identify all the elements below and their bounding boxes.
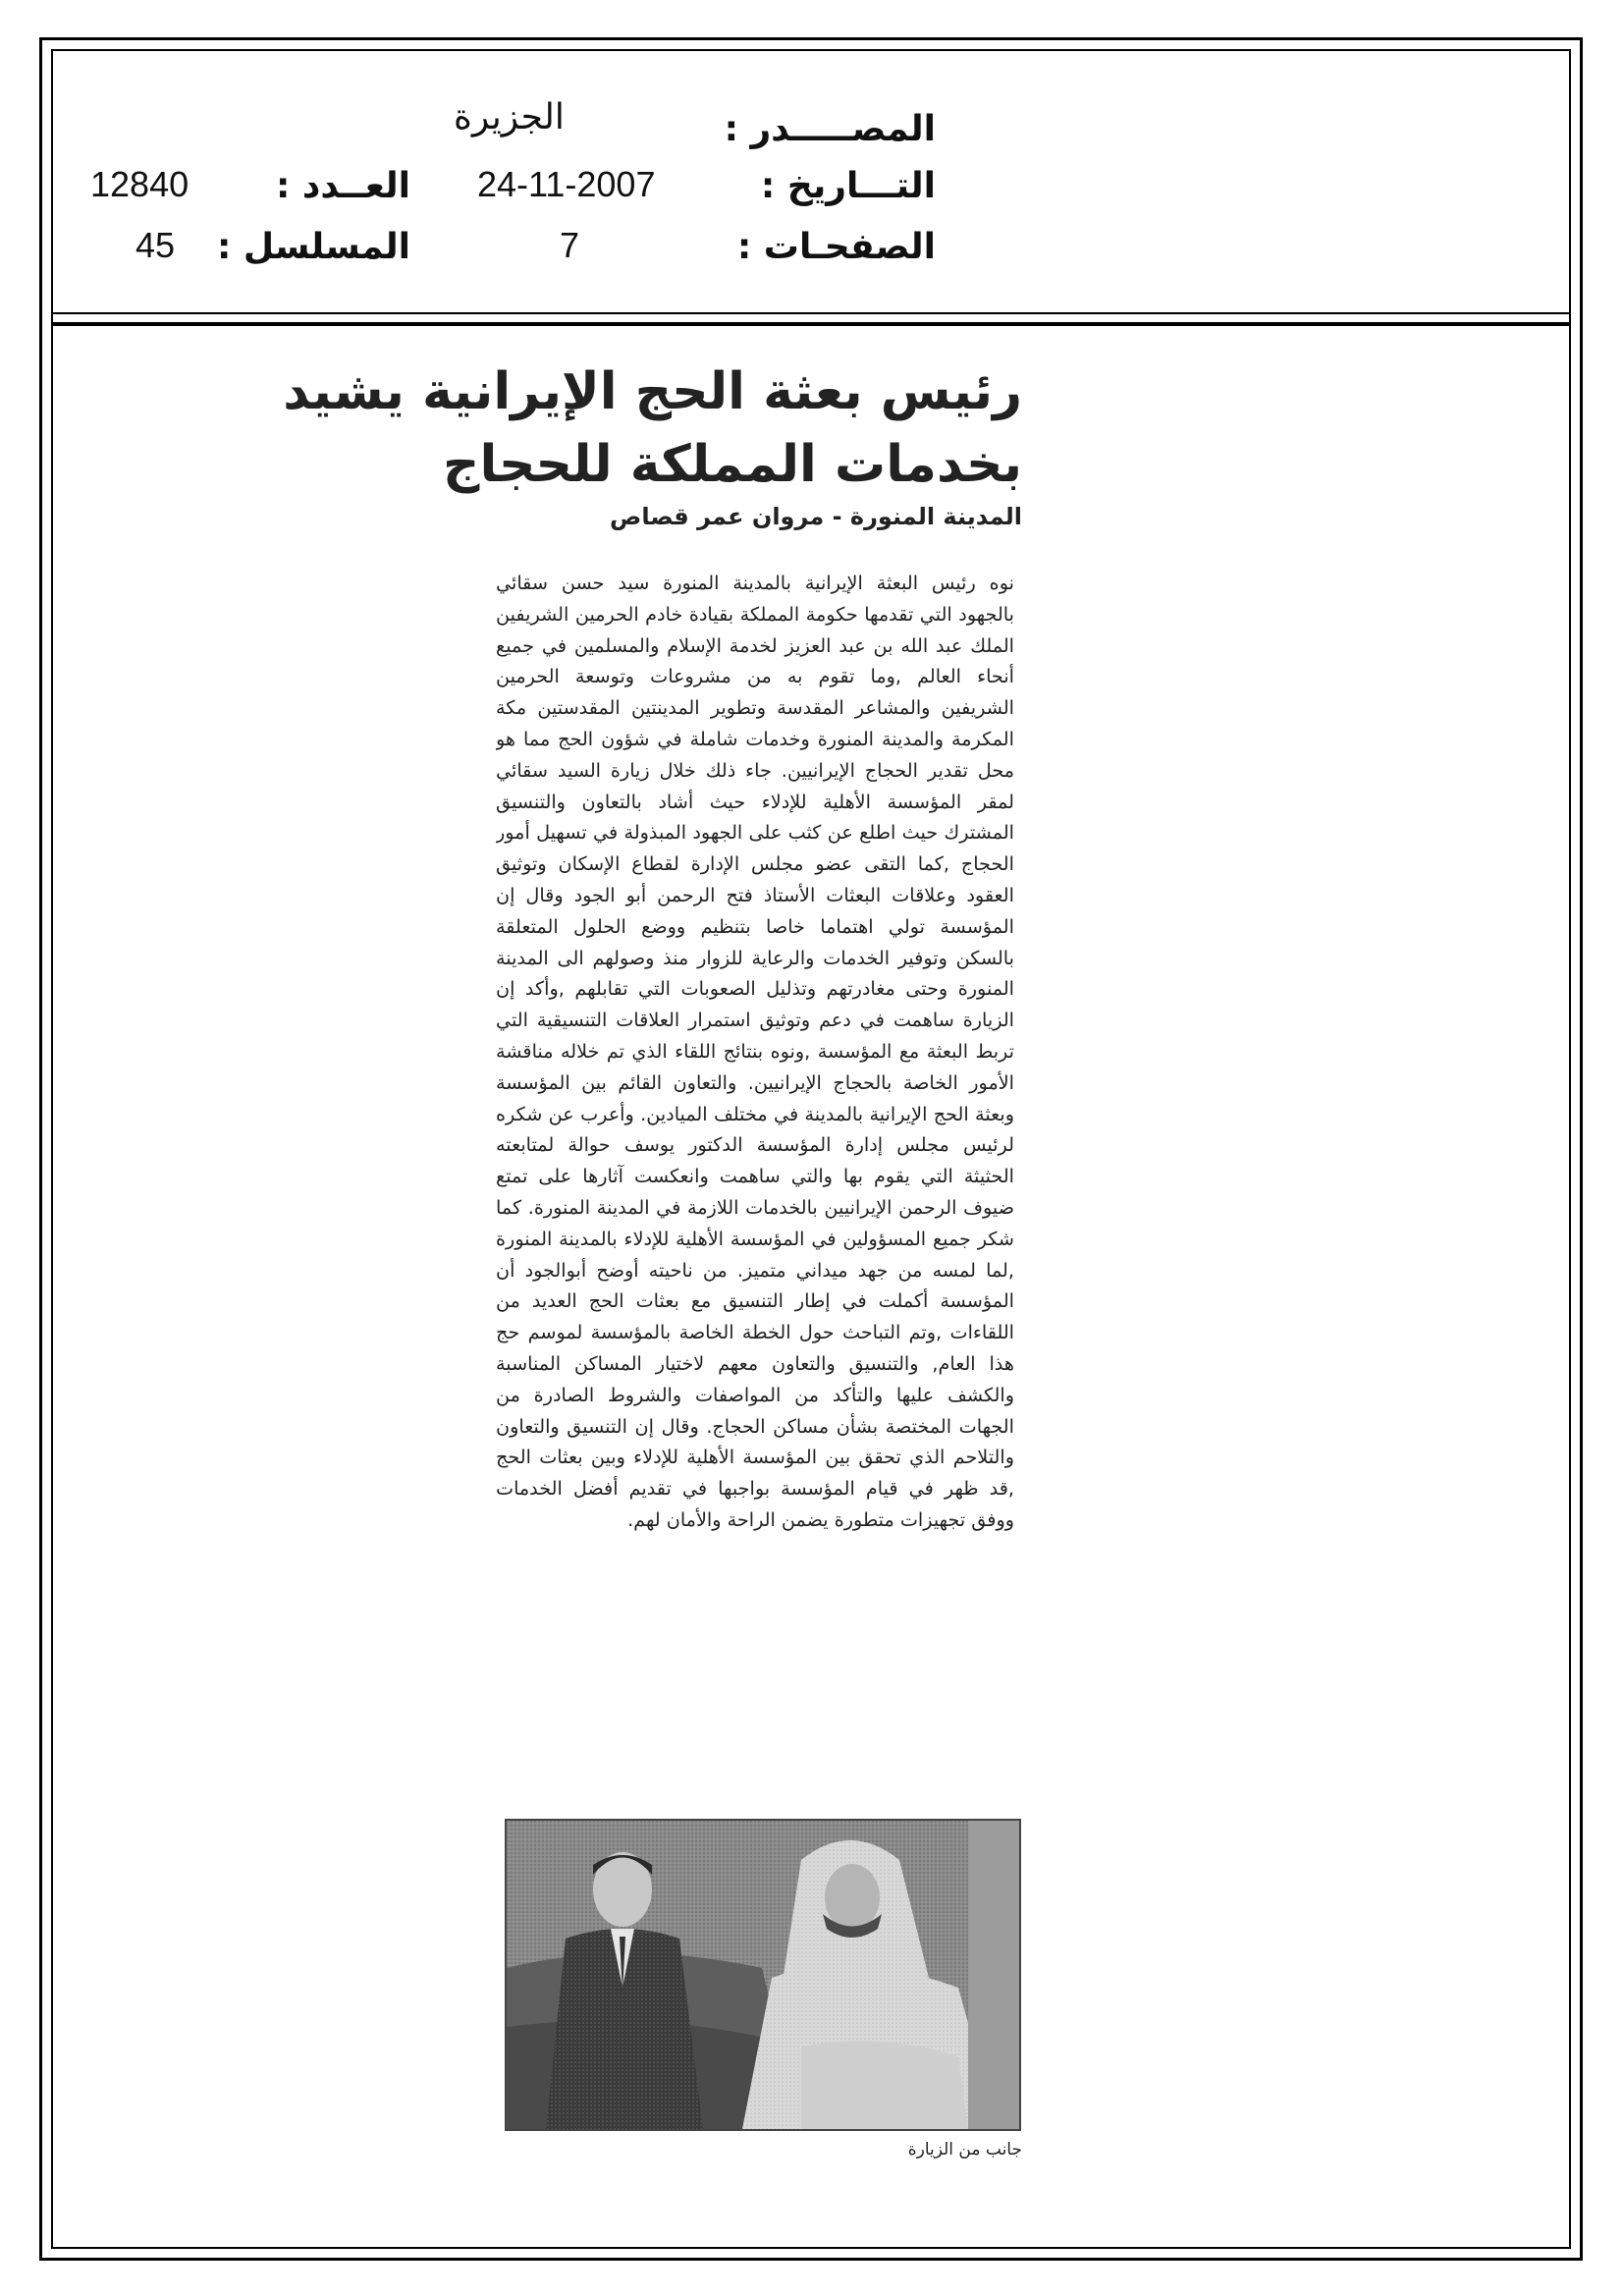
article-body: نوه رئيس البعثة الإيرانية بالمدينة المنورة سيد حسن سقائي بالجهود التي تقدمها حكومة المملكة بقيادة خادم الحرمين الشريفين الملك عبد الله بن عبد العزيز لخدمة الإسلام والمسلمين في جميع أنحاء العالم ,وما تقوم به من مشروعات وتوسعة الحرمين الشريفين والمشاعر المقدسة وتطوير المدينتين المقدستين مكة المكرمة والمدينة المنورة وخدمات شاملة في شؤون الحج مما هو محل تقدير الحجاج الإيرانيين. جاء ذلك خلال زيارة السيد سقائي لمقر المؤسسة الأهلية للإدلاء حيث أشاد بالتعاون والتنسيق المشترك حيث اطلع عن كثب على الجهود المبذولة في تسهيل أمور الحجاج ,كما التقى عضو مجلس الإدارة لقطاع الإسكان وتوثيق العقود وعلاقات البعثات الأستاذ فتح الرحمن أبو الجود وقال إن المؤسسة تولي اهتماما خاصا بتنظيم ووضع الحلول المتعلقة بالسكن وتوفير الخدمات والرعاية للزوار منذ وصولهم الى المدينة المنورة وحتى مغادرتهم وتذليل الصعوبات التي تقابلهم ,وأكد إن الزيارة ساهمت في دعم وتوثيق استمرار العلاقات التنسيقية التي تربط البعثة مع المؤسسة ,ونوه بنتائج اللقاء الذي تم خلاله مناقشة الأمور الخاصة بالحجاج الإيرانيين. والتعاون القائم بين المؤسسة وبعثة الحج الإيرانية بالمدينة في مختلف الميادين. وأعرب عن شكره لرئيس مجلس إدارة المؤسسة الدكتور يوسف حوالة لمتابعته الحثيثة التي يقوم بها والتي ساهمت وانعكست آثارها على تمتع ضيوف الرحمن الإيرانيين بالخدمات اللازمة في المدينة المنورة. كما شكر جميع المسؤولين في المؤسسة الأهلية للإدلاء بالمدينة المنورة ,لما لمسه من جهد ميداني متميز. من ناحيته أوضح أبوالجود أن المؤسسة أكملت في إطار التنسيق مع بعثات الحج العديد من اللقاءات ,وتم التباحث حول الخطة الخاصة بالمؤسسة لموسم حج هذا العام, والتنسيق والتعاون معهم لاختيار المساكن المناسبة والكشف عليها والتأكد من المواصفات والشروط الصادرة من الجهات المختصة بشأن مساكن الحجاج. وقال إن التنسيق والتعاون والتلاحم الذي تحقق بين المؤسسة الأهلية للإدلاء وبين بعثات الحج ,قد ظهر في قيام المؤسسة بواجبها في تقديم أفضل الخدمات ووفق تجهيزات متطورة يضمن الراحة والأمان لهم. — [496, 572, 1014, 1531]
serial-label: المسلسل : — [216, 227, 410, 267]
header-divider — [51, 312, 1571, 314]
serial-value: 45 — [135, 225, 176, 265]
date-value: 24-11-2007 — [477, 164, 656, 204]
headline — [283, 355, 1022, 501]
byline: المدينة المنورة - مروان عمر قصاص — [610, 503, 1022, 530]
header-divider-thick — [51, 322, 1571, 326]
photo-caption: جانب من الزيارة — [907, 2140, 1022, 2159]
headline-line-1: رئيس بعثة الحج الإيرانية يشيد — [283, 362, 1022, 421]
date-label: التـــاريخ : — [760, 166, 936, 206]
photo-illustration — [507, 1821, 1019, 2129]
issue-label: العــدد : — [276, 166, 410, 206]
issue-value: 12840 — [90, 164, 189, 204]
headline-line-2: بخدمات المملكة للحجاج — [442, 435, 1022, 494]
pages-value: 7 — [560, 225, 580, 265]
pages-label: الصفحـات : — [736, 227, 936, 267]
article-photo — [505, 1819, 1021, 2131]
source-value: الجزيرة — [454, 97, 565, 137]
source-label: المصـــــدر : — [724, 109, 936, 149]
